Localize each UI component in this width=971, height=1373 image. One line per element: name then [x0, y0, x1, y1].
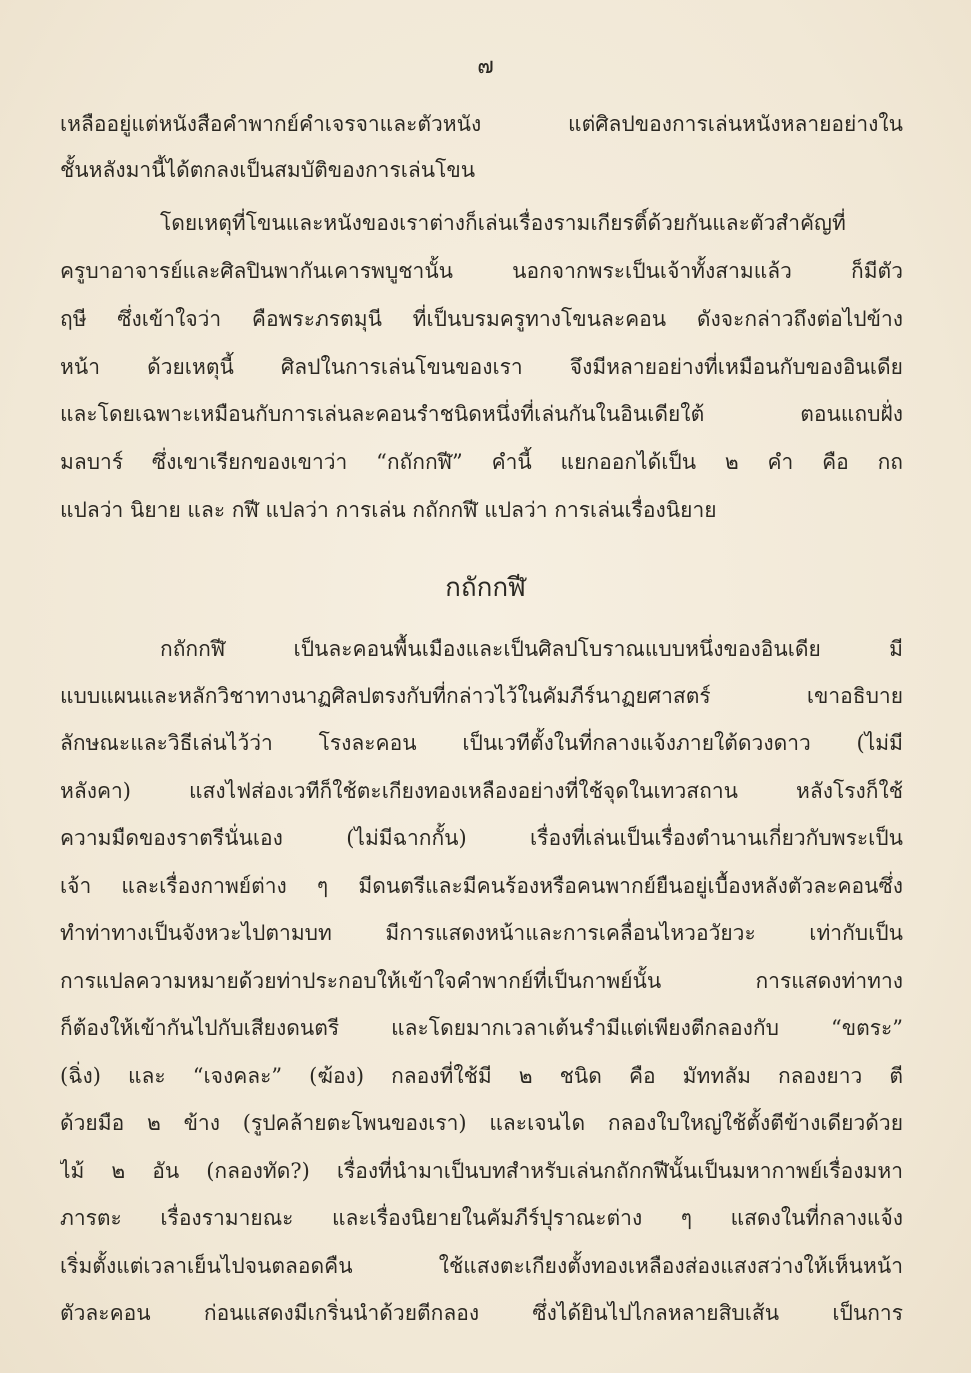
text-line: เหลืออยู่แต่หนังสือคำพากย์คำเจรจาและตัวหนัง แต่ศิลปของการเล่นหนังหลายอย่างใน [60, 112, 903, 136]
text-line: เจ้า และเรื่องกาพย์ต่าง ๆ มีดนตรีและมีคนร้องหรือคนพากย์ยืนอยู่เบื้องหลังตัวละคอนซึ่ง [60, 874, 903, 898]
text-line: แปลว่า นิยาย และ กฬี แปลว่า การเล่น กถักกฬี แปลว่า การเล่นเรื่องนิยาย [60, 498, 717, 522]
text-line: ตัวละคอน ก่อนแสดงมีเกริ่นนำด้วยตีกลอง ซึ่งได้ยินไปไกลหลายสิบเส้น เป็นการ [60, 1301, 903, 1325]
text-line: โดยเหตุที่โขนและหนังของเราต่างก็เล่นเรื่องรามเกียรติ์ด้วยกันและตัวสำคัญที่ [160, 211, 846, 235]
text-line: ภารตะ เรื่องรามายณะ และเรื่องนิยายในคัมภีร์ปุราณะต่าง ๆ แสดงในที่กลางแจ้ง [60, 1206, 903, 1230]
text-line: หลังคา) แสงไฟส่องเวทีก็ใช้ตะเกียงทองเหลืองอย่างที่ใช้จุดในเทวสถาน หลังโรงก็ใช้ [60, 779, 903, 803]
text-line: (ฉิ่ง) และ “เจงคละ” (ฆ้อง) กลองที่ใช้มี ๒ ชนิด คือ มัททลัม กลองยาว ตี [60, 1064, 903, 1088]
section-heading: กถักกฬี [445, 573, 526, 603]
text-line: ชั้นหลังมานี้ได้ตกลงเป็นสมบัติของการเล่นโขน [60, 158, 476, 182]
text-line: ทำท่าทางเป็นจังหวะไปตามบท มีการแสดงหน้าและการเคลื่อนไหวอวัยวะ เท่ากับเป็น [60, 921, 903, 945]
text-line: หน้า ด้วยเหตุนี้ ศิลปในการเล่นโขนของเรา จึงมีหลายอย่างที่เหมือนกับของอินเดีย [60, 355, 903, 379]
text-line: ครูบาอาจารย์และศิลปินพากันเคารพบูชานั้น นอกจากพระเป็นเจ้าทั้งสามแล้ว ก็มีตัว [60, 259, 903, 283]
page-number: ๗ [477, 54, 494, 79]
text-line: มลบาร์ ซึ่งเขาเรียกของเขาว่า “กถักกฬี” คำนี้ แยกออกได้เป็น ๒ คำ คือ กถ [60, 450, 903, 474]
text-line: การแปลความหมายด้วยท่าประกอบให้เข้าใจคำพากย์ที่เป็นกาพย์นั้น การแสดงท่าทาง [60, 969, 903, 993]
text-line: แบบแผนและหลักวิชาทางนาฏศิลปตรงกับที่กล่าวไว้ในคัมภีร์นาฏยศาสตร์ เขาอธิบาย [60, 684, 903, 708]
text-line: ความมืดของราตรีนั่นเอง (ไม่มีฉากกั้น) เรื่องที่เล่นเป็นเรื่องตำนานเกี่ยวกับพระเป็น [60, 826, 903, 850]
text-line: กถักกฬี เป็นละคอนพื้นเมืองและเป็นศิลปโบราณแบบหนึ่งของอินเดีย มี [160, 637, 903, 661]
text-line: ด้วยมือ ๒ ข้าง (รูปคล้ายตะโพนของเรา) และเจนได กลองใบใหญ่ใช้ตั้งตีข้างเดียวด้วย [60, 1111, 903, 1135]
text-line: ไม้ ๒ อัน (กลองทัด?) เรื่องที่นำมาเป็นบทสำหรับเล่นกถักกฬีนั้นเป็นมหากาพย์เรื่องมหา [60, 1159, 903, 1183]
text-line: ฤษี ซึ่งเข้าใจว่า คือพระภรตมุนี ที่เป็นบรมครูทางโขนละคอน ดังจะกล่าวถึงต่อไปข้าง [60, 307, 903, 331]
text-line: ก็ต้องให้เข้ากันไปกับเสียงดนตรี และโดยมากเวลาเต้นรำมีแต่เพียงตีกลองกับ “ขตระ” [60, 1016, 903, 1040]
text-line: ลักษณะและวิธีเล่นไว้ว่า โรงละคอน เป็นเวทีตั้งในที่กลางแจ้งภายใต้ดวงดาว (ไม่มี [60, 731, 903, 755]
text-line: เริ่มตั้งแต่เวลาเย็นไปจนตลอดคืน ใช้แสงตะเกียงตั้งทองเหลืองส่องแสงสว่างให้เห็นหน้า [60, 1254, 903, 1278]
text-line: และโดยเฉพาะเหมือนกับการเล่นละคอนรำชนิดหนึ่งที่เล่นกันในอินเดียใต้ ตอนแถบฝั่ง [60, 402, 903, 426]
